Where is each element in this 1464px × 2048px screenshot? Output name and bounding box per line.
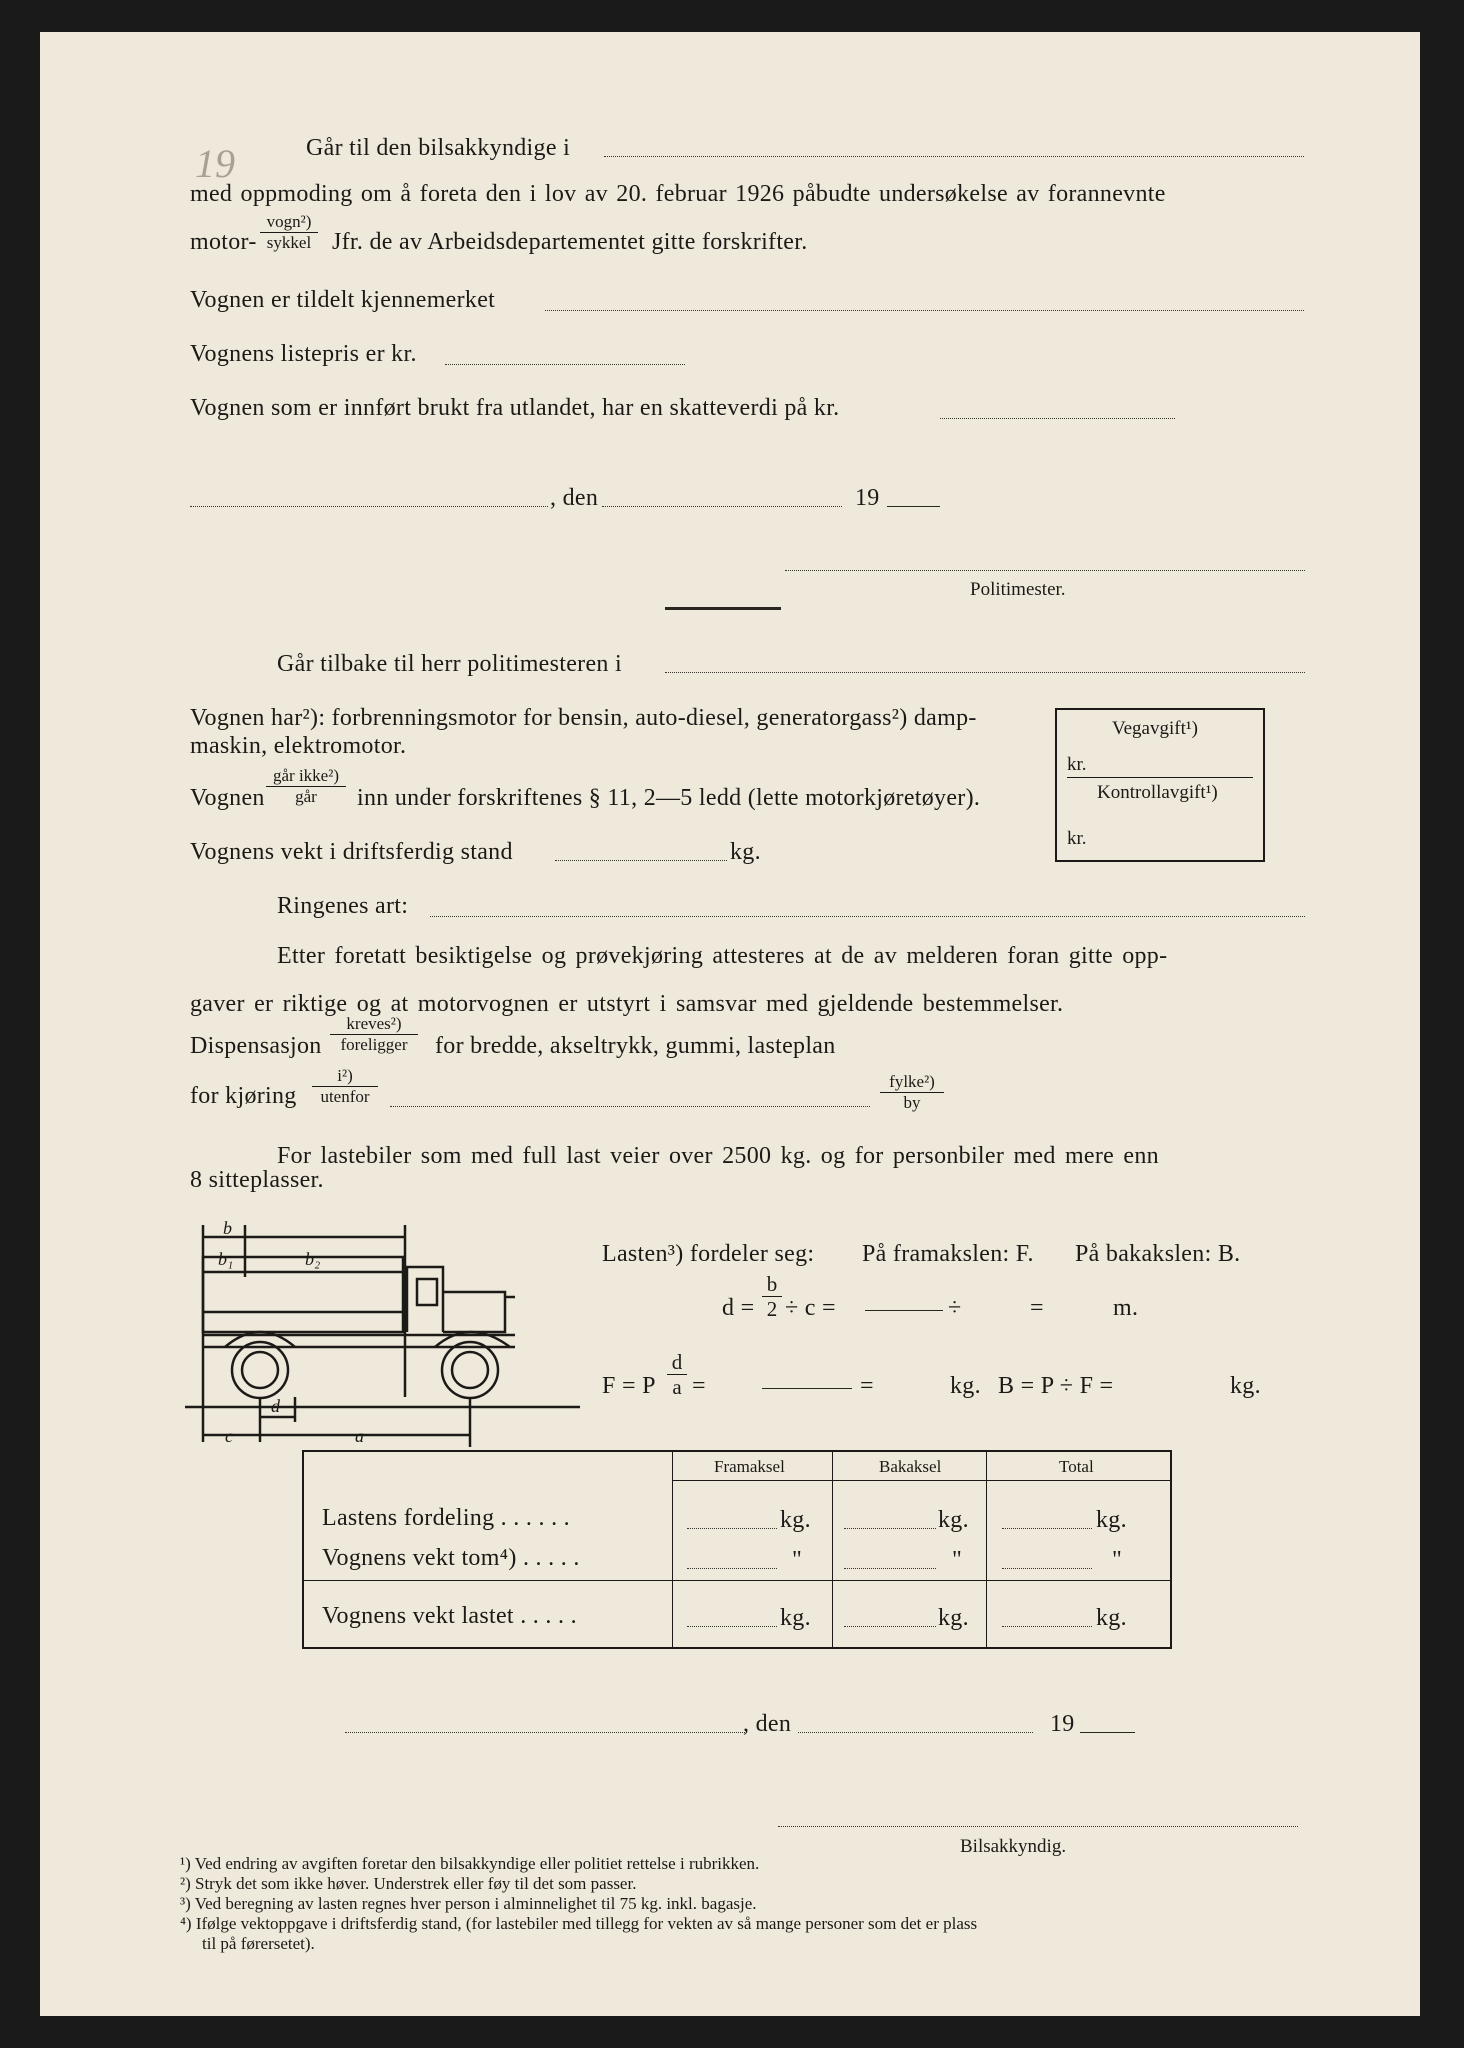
cell-unit: kg. [780, 1507, 811, 1533]
truck-intro-line1: For lastebiler som med full last veier over 2500 kg. og for personbiler med mere enn [277, 1143, 1159, 1169]
table-header-divider [672, 1480, 1170, 1481]
weight-table [302, 1450, 1172, 1649]
skatteverdi-label: Vognen som er innført brukt fra utlandet, har en skatteverdi på kr. [190, 395, 840, 421]
gar-fraction-top: går ikke²) [273, 766, 339, 785]
kontrollavgift-label: Kontrollavgift¹) [1097, 782, 1218, 803]
f-fraction-bottom: a [672, 1375, 682, 1399]
header-total: Total [1059, 1457, 1094, 1476]
cell-unit: kg. [1096, 1605, 1127, 1631]
cell-lastet-bakaksel[interactable] [844, 1626, 936, 1627]
cell-lastens-total[interactable] [1002, 1528, 1092, 1529]
cell-lastet-framaksel[interactable] [687, 1626, 777, 1627]
kjoring-field[interactable] [390, 1106, 870, 1107]
gar-fraction-bottom: går [295, 787, 317, 806]
vekt-field[interactable] [555, 860, 727, 861]
front-wheel [442, 1342, 498, 1398]
motor-fraction-top: vogn²) [266, 212, 312, 231]
footer-year: 19 [1050, 1711, 1075, 1737]
footer-year-field[interactable] [1080, 1732, 1135, 1733]
section-divider [665, 607, 781, 610]
cell-unit: kg. [938, 1605, 969, 1631]
footer-den: , den [743, 1711, 792, 1737]
diagram-label-d: d [271, 1396, 280, 1416]
cell-unit: kg. [938, 1507, 969, 1533]
table-row-divider [304, 1580, 1170, 1581]
formula-m: m. [1113, 1295, 1139, 1321]
fee-box [1055, 708, 1265, 862]
gar-fraction [266, 766, 346, 807]
cell-tom-bakaksel[interactable] [844, 1568, 936, 1569]
footer-date-field[interactable] [798, 1732, 1033, 1733]
truck-diagram [185, 1217, 580, 1452]
dispensasjon-fraction [330, 1014, 418, 1055]
motor-prefix: motor- [190, 229, 257, 255]
truck-hood [443, 1292, 505, 1332]
motor-type-line1: Vognen har²): forbrenningsmotor for bensin, auto-diesel, generatorgass²) damp- [190, 705, 977, 731]
cell-lastens-framaksel[interactable] [687, 1528, 777, 1529]
table-col-divider [832, 1452, 833, 1647]
formula-minus-c: ÷ c = [785, 1295, 836, 1321]
politimester-signature[interactable] [785, 570, 1305, 571]
bilsakkyndig-signature[interactable] [778, 1826, 1298, 1827]
framakslen-label: På framakslen: F. [862, 1241, 1034, 1267]
f-fraction-top: d [671, 1350, 683, 1374]
cell-lastet-total[interactable] [1002, 1626, 1092, 1627]
fylke-fraction [880, 1072, 944, 1113]
formula-b-eq: B = P ÷ F = [998, 1373, 1114, 1399]
formula-eq-m: = [1030, 1295, 1044, 1321]
footnote-3: ³) Ved beregning av lasten regnes hver person i alminnelighet til 75 kg. inkl. bagasje. [180, 1894, 757, 1913]
formula-div: ÷ [948, 1295, 962, 1321]
vegavgift-kr: kr. [1067, 754, 1087, 775]
vognen-label: Vognen [190, 785, 265, 811]
formula-f-eq3: = [860, 1373, 874, 1399]
politimester-place-field[interactable] [665, 672, 1305, 673]
tilbake-label: Går tilbake til herr politimesteren i [277, 651, 622, 677]
cell-unit: kg. [1096, 1507, 1127, 1533]
rear-wheel-hub [242, 1352, 278, 1388]
bilsakkyndige-field[interactable] [604, 156, 1304, 157]
forskrift-text: inn under forskriftenes § 11, 2—5 ledd (lette motorkjøretøyer). [357, 785, 981, 811]
table-col-divider [672, 1452, 673, 1647]
lasten-label: Lasten³) fordeler seg: [602, 1241, 815, 1267]
formula-f-eq2: = [692, 1373, 706, 1399]
half-fraction-bottom: 2 [766, 1297, 778, 1321]
politimester-label: Politimester. [970, 579, 1066, 600]
formula-f-eq: F = P [602, 1373, 656, 1399]
row-vekt-tom: Vognens vekt tom⁴) . . . . . [322, 1545, 580, 1571]
listepris-field[interactable] [445, 364, 685, 365]
vekt-unit: kg. [730, 839, 761, 865]
f-fraction [667, 1350, 687, 1399]
kontrollavgift-kr: kr. [1067, 828, 1087, 849]
kjoring-fraction [312, 1066, 378, 1107]
skatteverdi-field[interactable] [940, 418, 1175, 419]
formula-f-kg: kg. [950, 1373, 981, 1399]
footnote-2: ²) Stryk det som ikke høver. Understrek eller føy til det som passer. [180, 1874, 637, 1893]
den-label: , den [550, 485, 599, 511]
motor-fraction-bottom: sykkel [266, 233, 312, 252]
cell-tom-framaksel[interactable] [687, 1568, 777, 1569]
truck-intro-line2: 8 sitteplasser. [190, 1167, 324, 1193]
date-field[interactable] [602, 506, 842, 507]
cab-window [417, 1279, 437, 1305]
form-page [40, 32, 1420, 2016]
footnote-4-cont: til på førersetet). [202, 1934, 315, 1953]
kjennemerke-field[interactable] [545, 310, 1304, 311]
bakakslen-label: På bakakslen: B. [1075, 1241, 1241, 1267]
cell-unit: kg. [780, 1605, 811, 1631]
diagram-label-a: a [355, 1426, 364, 1446]
listepris-label: Vognens listepris er kr. [190, 341, 417, 367]
header-framaksel: Framaksel [714, 1457, 785, 1476]
year-field[interactable] [887, 506, 940, 507]
header-line2: med oppmoding om å foreta den i lov av 20. februar 1926 påbudte undersøkelse av forannevnte [190, 181, 1166, 207]
fylke-fraction-bottom: by [903, 1093, 921, 1112]
kjoring-fraction-bottom: utenfor [320, 1087, 370, 1106]
kjennemerke-label: Vognen er tildelt kjennemerket [190, 287, 496, 313]
header-bakaksel: Bakaksel [879, 1457, 942, 1476]
etter-line1: Etter foretatt besiktigelse og prøvekjøring attesteres at de av melderen foran gitte opp- [277, 943, 1168, 969]
bilsakkyndig-label: Bilsakkyndig. [960, 1836, 1067, 1857]
cell-tom-total[interactable] [1002, 1568, 1092, 1569]
half-fraction [762, 1272, 782, 1321]
cell-ditto: " [792, 1547, 803, 1573]
motor-suffix: Jfr. de av Arbeidsdepartementet gitte forskrifter. [332, 229, 808, 255]
dispensasjon-suffix: for bredde, akseltrykk, gummi, lasteplan [435, 1033, 836, 1059]
formula-d-eq: d = [722, 1295, 755, 1321]
fylke-fraction-top: fylke²) [889, 1072, 935, 1091]
rear-wheel [232, 1342, 288, 1398]
formula-b-kg: kg. [1230, 1373, 1261, 1399]
disp-fraction-top: kreves²) [346, 1014, 402, 1033]
row-lastens-fordeling: Lastens fordeling . . . . . . [322, 1505, 570, 1531]
diagram-label-c: c [225, 1426, 233, 1446]
disp-fraction-bottom: foreligger [340, 1035, 408, 1054]
motor-type-line2: maskin, elektromotor. [190, 733, 407, 759]
diagram-label-b: b [223, 1218, 232, 1238]
footnote-4: ⁴) Ifølge vektoppgave i driftsferdig stand, (for lastebiler med tillegg for vekten av så mange personer som det er plass [180, 1914, 978, 1933]
diagram-label-b1: b₁ [218, 1249, 234, 1269]
kjoring-fraction-top: i²) [337, 1066, 353, 1085]
motor-fraction [260, 212, 318, 253]
vekt-label: Vognens vekt i driftsferdig stand [190, 839, 513, 865]
table-col-divider [986, 1452, 987, 1647]
fee-box-divider [1067, 777, 1253, 778]
footnote-1: ¹) Ved endring av avgiften foretar den bilsakkyndige eller politiet rettelse i rubrikken. [180, 1854, 760, 1873]
cell-lastens-bakaksel[interactable] [844, 1528, 936, 1529]
cell-ditto: " [1112, 1547, 1123, 1573]
cell-ditto: " [952, 1547, 963, 1573]
kjoring-label: for kjøring [190, 1083, 297, 1109]
footer-place-field[interactable] [345, 1732, 745, 1733]
front-wheel-hub [452, 1352, 488, 1388]
year-label: 19 [855, 485, 880, 511]
half-fraction-top: b [766, 1272, 778, 1296]
row-vekt-lastet: Vognens vekt lastet . . . . . [322, 1603, 577, 1629]
ringenes-field[interactable] [430, 916, 1305, 917]
formula-f-blank[interactable] [762, 1388, 852, 1389]
formula-d-blank1[interactable] [865, 1310, 943, 1311]
diagram-label-b2: b₂ [305, 1249, 321, 1269]
pencil-number: 19 [195, 141, 235, 186]
dispensasjon-label: Dispensasjon [190, 1033, 322, 1059]
place-field[interactable] [190, 506, 548, 507]
ringenes-label: Ringenes art: [277, 893, 409, 919]
etter-line2: gaver er riktige og at motorvognen er utstyrt i samsvar med gjeldende bestemmelser. [190, 991, 1064, 1017]
header-line1: Går til den bilsakkyndige i [306, 135, 571, 161]
vegavgift-label: Vegavgift¹) [1112, 718, 1198, 739]
